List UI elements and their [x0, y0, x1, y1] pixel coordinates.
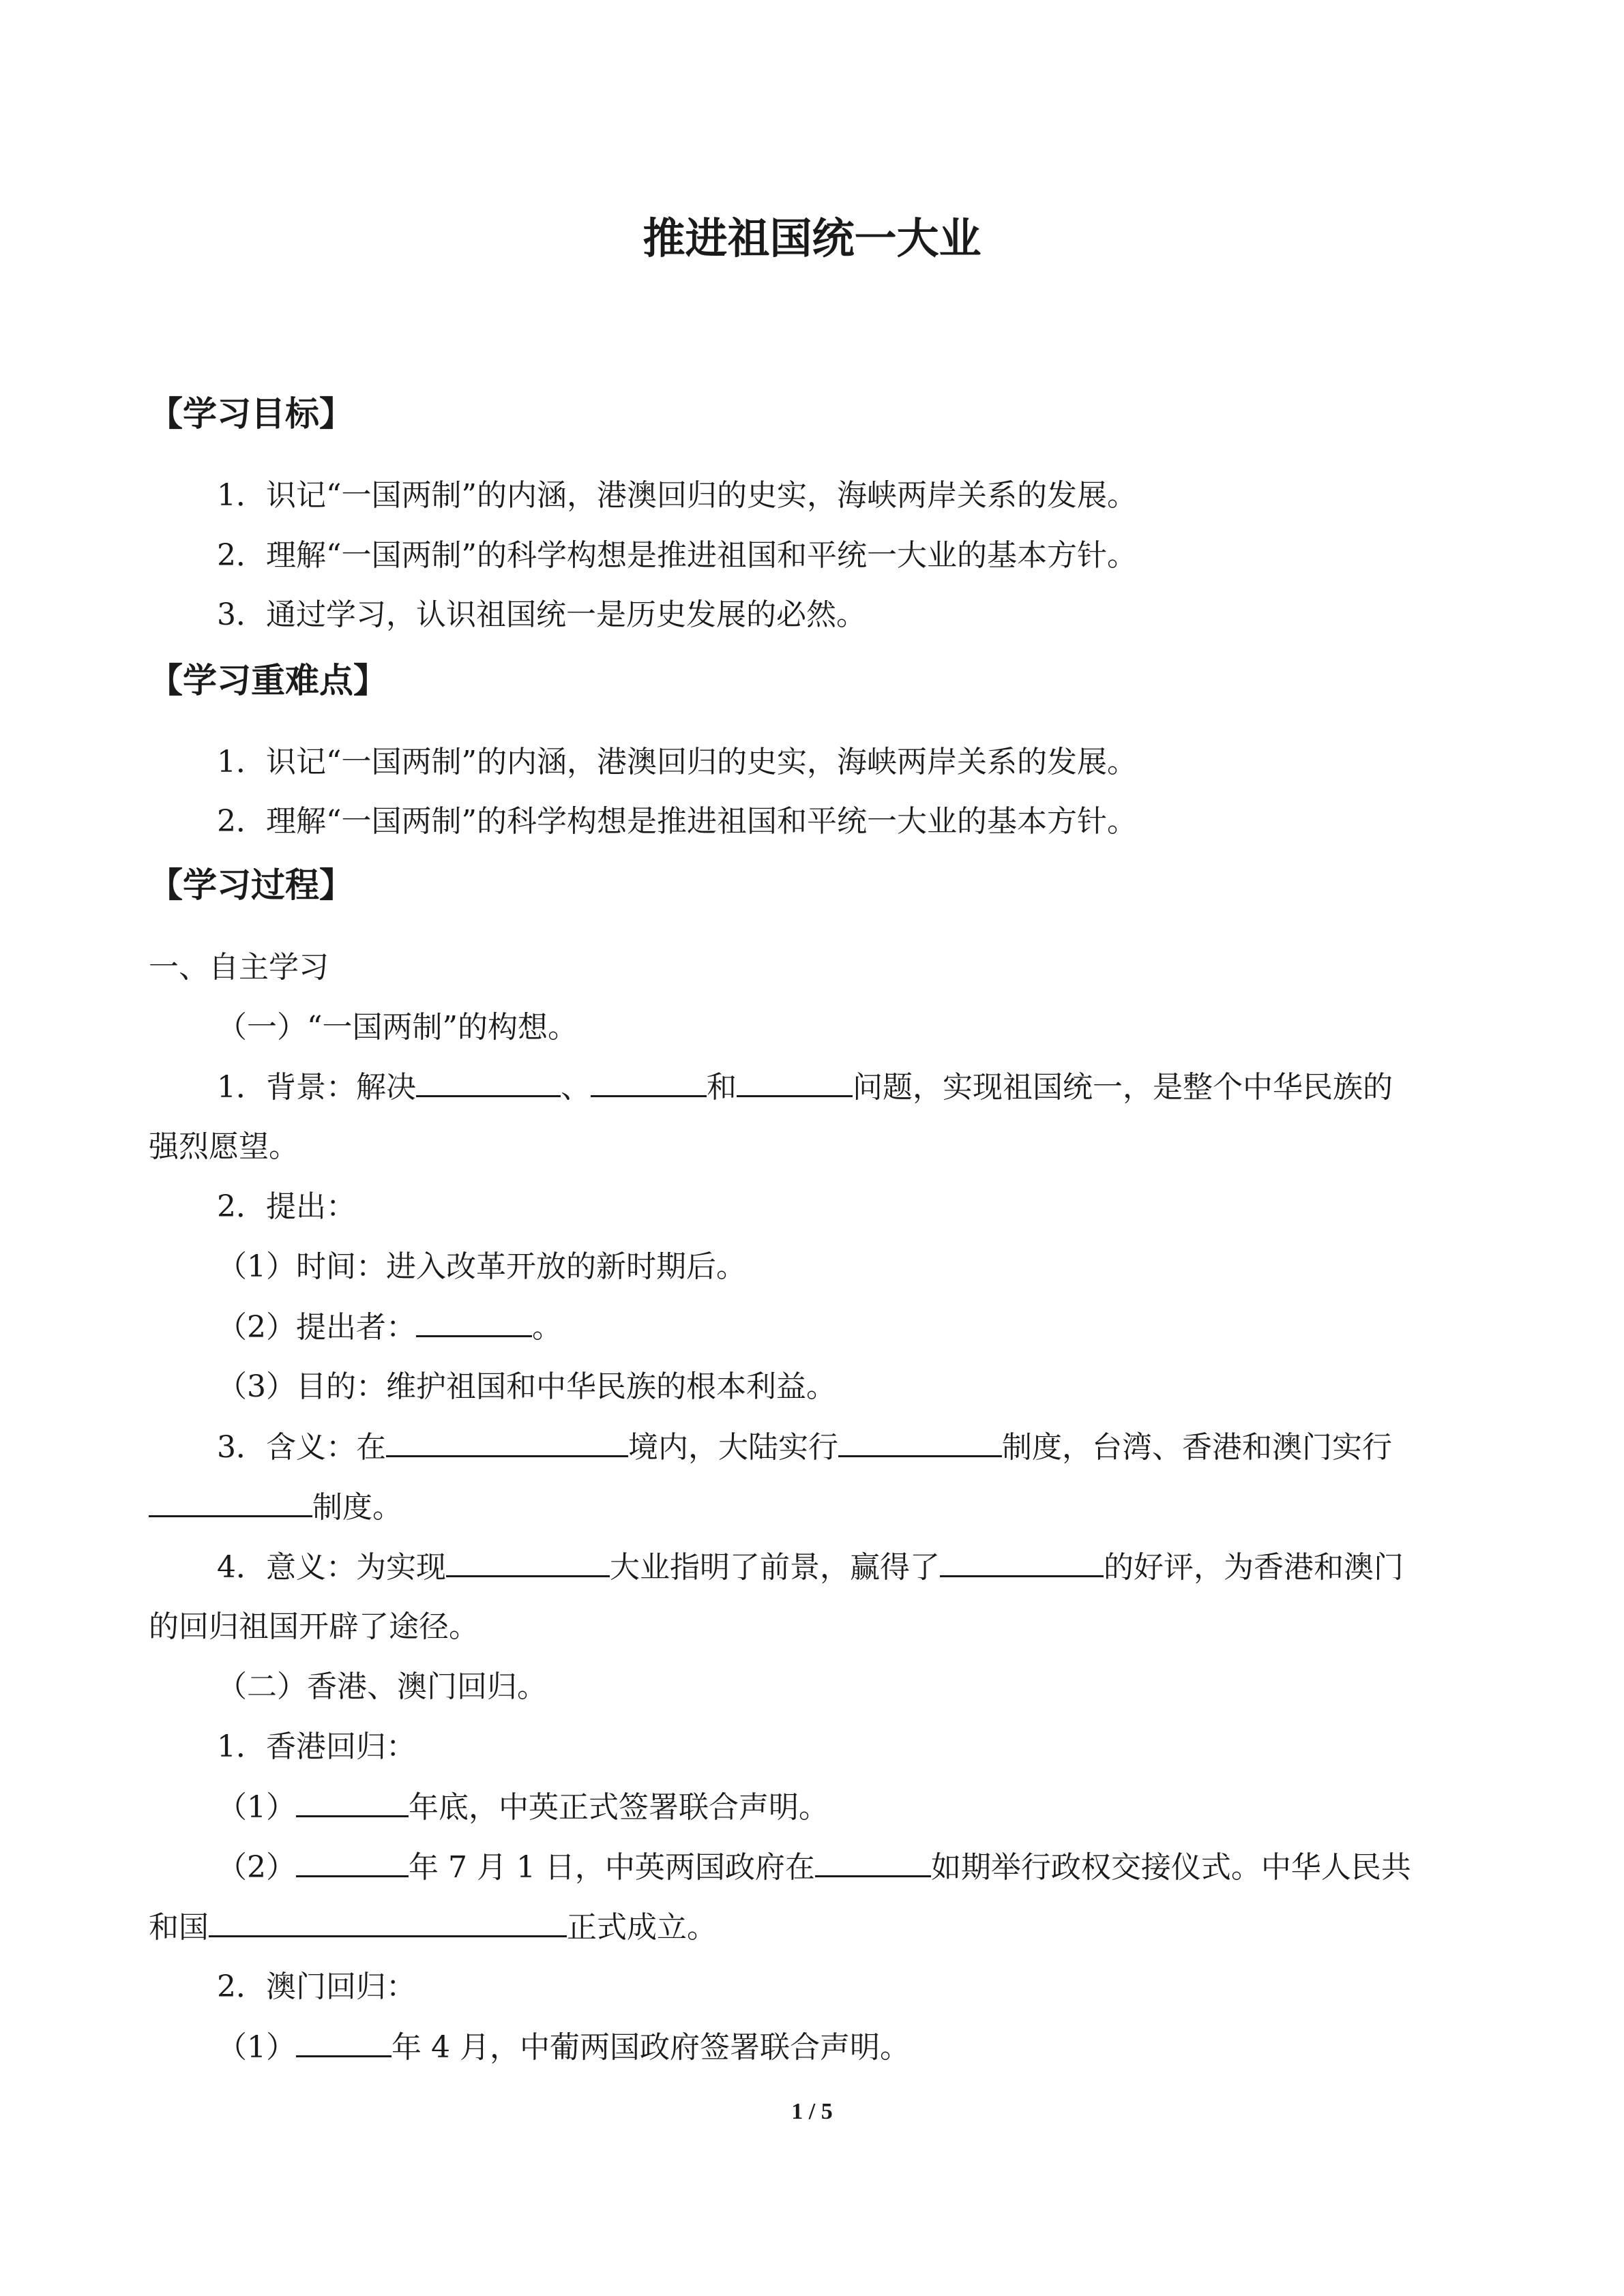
subsection-two-title: （二）香港、澳门回归。	[217, 1669, 547, 1704]
fill-blank[interactable]	[446, 1545, 610, 1577]
hong-kong-item-2-continued: 和国 正式成立。	[149, 1905, 1486, 1950]
part-one-label: 一、自主学习	[149, 950, 329, 985]
proposal-time: （1）时间：进入改革开放的新时期后。	[217, 1249, 746, 1284]
goal-item: 1．识记“一国两制”的内涵，港澳回归的史实，海峡两岸关系的发展。	[217, 478, 1137, 513]
background-line-continued: 强烈愿望。	[149, 1129, 299, 1164]
goals-heading: 【学习目标】	[149, 394, 353, 434]
key-point-item: 1．识记“一国两制”的内涵，港澳回归的史实，海峡两岸关系的发展。	[217, 745, 1137, 779]
fill-blank[interactable]	[416, 1305, 532, 1337]
fill-blank[interactable]	[416, 1065, 561, 1097]
key-point-item: 2．理解“一国两制”的科学构想是推进祖国和平统一大业的基本方针。	[217, 804, 1137, 839]
hong-kong-item-2: （2） 年 7 月 1 日，中英两国政府在 如期举行政权交接仪式。中华人民共	[217, 1845, 1554, 1890]
subsection-one-title: （一）“一国两制”的构想。	[217, 1010, 578, 1045]
process-heading: 【学习过程】	[149, 865, 353, 905]
fill-blank[interactable]	[296, 1785, 409, 1817]
fill-blank[interactable]	[591, 1065, 707, 1097]
fill-blank[interactable]	[209, 1905, 567, 1937]
goal-item: 2．理解“一国两制”的科学构想是推进祖国和平统一大业的基本方针。	[217, 538, 1137, 573]
key-points-heading: 【学习重难点】	[149, 661, 387, 700]
meaning-line: 3．含义：在 境内，大陆实行 制度，台湾、香港和澳门实行	[217, 1425, 1554, 1470]
significance-line: 4．意义：为实现 大业指明了前景，赢得了 的好评，为香港和澳门	[217, 1545, 1554, 1590]
hong-kong-item-1: （1） 年底，中英正式签署联合声明。	[217, 1785, 1554, 1830]
goal-item: 3．通过学习，认识祖国统一是历史发展的必然。	[217, 597, 866, 632]
fill-blank[interactable]	[838, 1425, 1002, 1457]
significance-line-continued: 的回归祖国开辟了途径。	[149, 1609, 479, 1644]
proposal-label: 2．提出：	[217, 1189, 356, 1224]
fill-blank[interactable]	[737, 1065, 853, 1097]
fill-blank[interactable]	[940, 1545, 1104, 1577]
fill-blank[interactable]	[149, 1485, 312, 1517]
fill-blank[interactable]	[386, 1425, 628, 1457]
proposal-purpose: （3）目的：维护祖国和中华民族的根本利益。	[217, 1369, 836, 1404]
fill-blank[interactable]	[296, 1845, 409, 1877]
proposal-proposer: （2）提出者： 。	[217, 1305, 1554, 1350]
macau-item-1: （1） 年 4 月，中葡两国政府签署联合声明。	[217, 2025, 1554, 2070]
page-number: 1 / 5	[791, 2099, 833, 2124]
meaning-line-continued: 制度。	[149, 1485, 1486, 1530]
background-line: 1．背景：解决 、 和 问题，实现祖国统一，是整个中华民族的	[217, 1065, 1554, 1109]
fill-blank[interactable]	[815, 1845, 931, 1877]
hong-kong-label: 1．香港回归：	[217, 1729, 416, 1764]
fill-blank[interactable]	[296, 2025, 392, 2057]
page-title: 推进祖国统一大业	[643, 213, 981, 263]
macau-label: 2．澳门回归：	[217, 1969, 416, 2004]
